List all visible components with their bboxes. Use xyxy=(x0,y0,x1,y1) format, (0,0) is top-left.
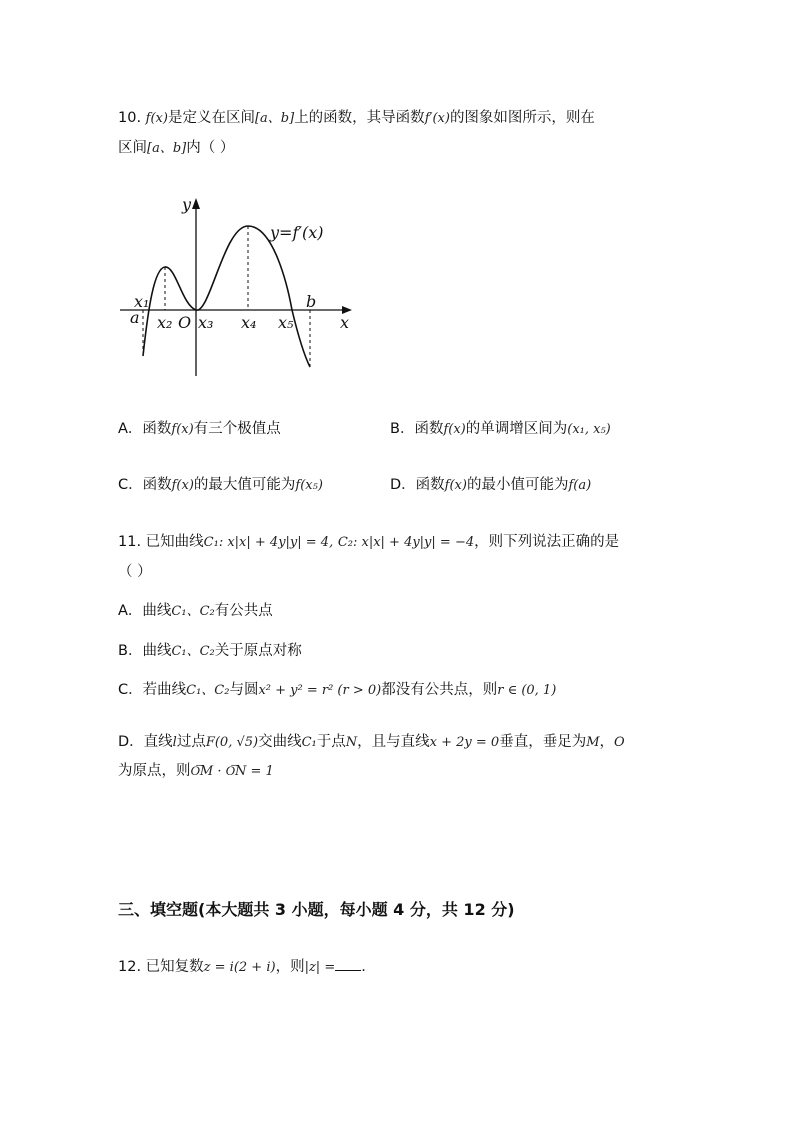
q10-option-d xyxy=(390,474,591,497)
q10-fx: f(x) xyxy=(145,111,168,126)
label-b: b xyxy=(306,292,317,311)
q10-a-text2: 有三个极值点 xyxy=(193,421,281,437)
q11-text1: 已知曲线 xyxy=(145,534,204,550)
q10-b-interval: (x₁, x₅) xyxy=(567,422,611,437)
label-x4: x₄ xyxy=(241,313,257,332)
derivative-graph xyxy=(118,190,368,380)
q11-d-text2: 交曲线 xyxy=(258,734,302,750)
q12-answer-blank[interactable] xyxy=(335,956,361,971)
label-x5: x₅ xyxy=(278,313,294,332)
q11-d-text7: 为原点，则 xyxy=(118,763,191,779)
q11-d-curve: C₁ xyxy=(301,735,317,750)
q10-a-text: A．函数 xyxy=(118,421,172,437)
y-axis-label: y xyxy=(182,195,192,214)
q11-option-c xyxy=(118,679,556,702)
q12-period: . xyxy=(361,959,366,975)
q10-c-fx: f(x) xyxy=(171,478,194,493)
section-3-title: 三、填空题(本大题共 3 小题，每小题 4 分，共 12 分) xyxy=(118,900,515,919)
q11-d-line-eq: x + 2y = 0 xyxy=(429,735,500,750)
q11-c-circle: x² + y² = r² (r > 0) xyxy=(258,683,382,698)
x-axis-label: x xyxy=(340,313,350,332)
q11-c-text3: 都没有公共点，则 xyxy=(381,682,498,698)
q10-text4: 区间 xyxy=(118,140,147,156)
q10-interval: [a、b] xyxy=(254,111,295,126)
q10-interval-2: [a、b] xyxy=(147,141,187,156)
q10-text5: 内（ ） xyxy=(186,140,235,156)
q10-c-value: f(x₅) xyxy=(295,478,323,493)
q11-a-curves: C₁、C₂ xyxy=(171,604,215,619)
q10-d-fx: f(x) xyxy=(444,478,467,493)
q11-d-text4: ，且与直线 xyxy=(357,734,430,750)
q11-option-d-line2 xyxy=(118,760,274,783)
q10-d-text2: 的最小值可能为 xyxy=(466,477,569,493)
q11-b-curves: C₁、C₂ xyxy=(171,644,215,659)
q11-c-range: r ∈ (0, 1) xyxy=(497,683,557,698)
q10-fpx: f′(x) xyxy=(424,111,450,126)
q11-d-text: D．直线 xyxy=(118,734,173,750)
q11-curve-c1: C₁: x|x| + 4y|y| = 4, xyxy=(203,535,334,550)
q10-text1: 是定义在区间 xyxy=(167,110,255,126)
origin-label: O xyxy=(178,313,192,332)
q10-option-b xyxy=(390,418,611,441)
q11-d-point-n: N xyxy=(345,735,358,750)
q10-line2 xyxy=(118,137,234,160)
q11-d-dot-product: O͞M · O͞N = 1 xyxy=(190,764,274,779)
q10-b-text: B．函数 xyxy=(390,421,444,437)
q10-option-c xyxy=(118,474,323,497)
q10-d-text: D．函数 xyxy=(390,477,445,493)
q11-c-text2: 与圆 xyxy=(229,682,259,698)
q12-z: z = i(2 + i) xyxy=(203,960,276,975)
q11-d-point-m: M xyxy=(586,735,600,750)
q10-number: 10. xyxy=(118,110,142,126)
q11-line2 xyxy=(118,561,152,583)
q11-b-text: B．曲线 xyxy=(118,643,172,659)
q11-d-point-f: F(0, √5) xyxy=(205,735,259,750)
q10-c-text2: 的最大值可能为 xyxy=(193,477,296,493)
q11-d-text5: 垂直，垂足为 xyxy=(499,734,587,750)
q10-text3: 的图象如图所示，则在 xyxy=(449,110,595,126)
q10-option-a xyxy=(118,418,281,441)
q11-d-text3: 于点 xyxy=(316,734,346,750)
q10-d-value: f(a) xyxy=(568,478,592,493)
q12-number: 12. xyxy=(118,959,142,975)
q10-line1 xyxy=(118,107,595,130)
q10-a-fx: f(x) xyxy=(171,422,194,437)
q11-option-b xyxy=(118,640,302,663)
q11-line1 xyxy=(118,531,619,554)
q11-paren: （ ） xyxy=(118,564,152,580)
q11-d-line-l: l xyxy=(172,735,177,750)
q11-c-curves: C₁、C₂ xyxy=(186,683,230,698)
curve-label: y=f′(x) xyxy=(270,223,324,242)
q10-b-text2: 的单调增区间为 xyxy=(465,421,568,437)
q12-text1: 已知复数 xyxy=(145,959,204,975)
q11-text2: ，则下列说法正确的是 xyxy=(474,534,620,550)
q11-option-d xyxy=(118,731,625,754)
q10-text2: 上的函数，其导函数 xyxy=(294,110,425,126)
derivative-curve xyxy=(143,226,310,367)
q11-b-text2: 关于原点对称 xyxy=(214,643,302,659)
q11-number: 11. xyxy=(118,534,142,550)
q11-option-a xyxy=(118,600,273,623)
label-x3: x₃ xyxy=(198,313,214,332)
q10-c-text: C．函数 xyxy=(118,477,172,493)
q11-a-text2: 有公共点 xyxy=(214,603,273,619)
q11-a-text: A．曲线 xyxy=(118,603,172,619)
q12-text2: ，则 xyxy=(275,959,305,975)
q11-d-point-o: O xyxy=(614,735,625,750)
q11-d-text1: 过点 xyxy=(176,734,206,750)
q11-curve-c2: C₂: x|x| + 4y|y| = −4 xyxy=(337,535,475,550)
q10-b-fx: f(x) xyxy=(443,422,466,437)
q12-line xyxy=(118,956,366,979)
q11-c-text: C．若曲线 xyxy=(118,682,187,698)
label-x2: x₂ xyxy=(157,313,173,332)
label-a: a xyxy=(130,308,140,327)
q12-abs: |z| = xyxy=(304,960,336,975)
q11-d-text6: ， xyxy=(599,734,615,750)
label-x1: x₁ xyxy=(134,292,150,311)
y-axis-arrow xyxy=(192,198,200,209)
